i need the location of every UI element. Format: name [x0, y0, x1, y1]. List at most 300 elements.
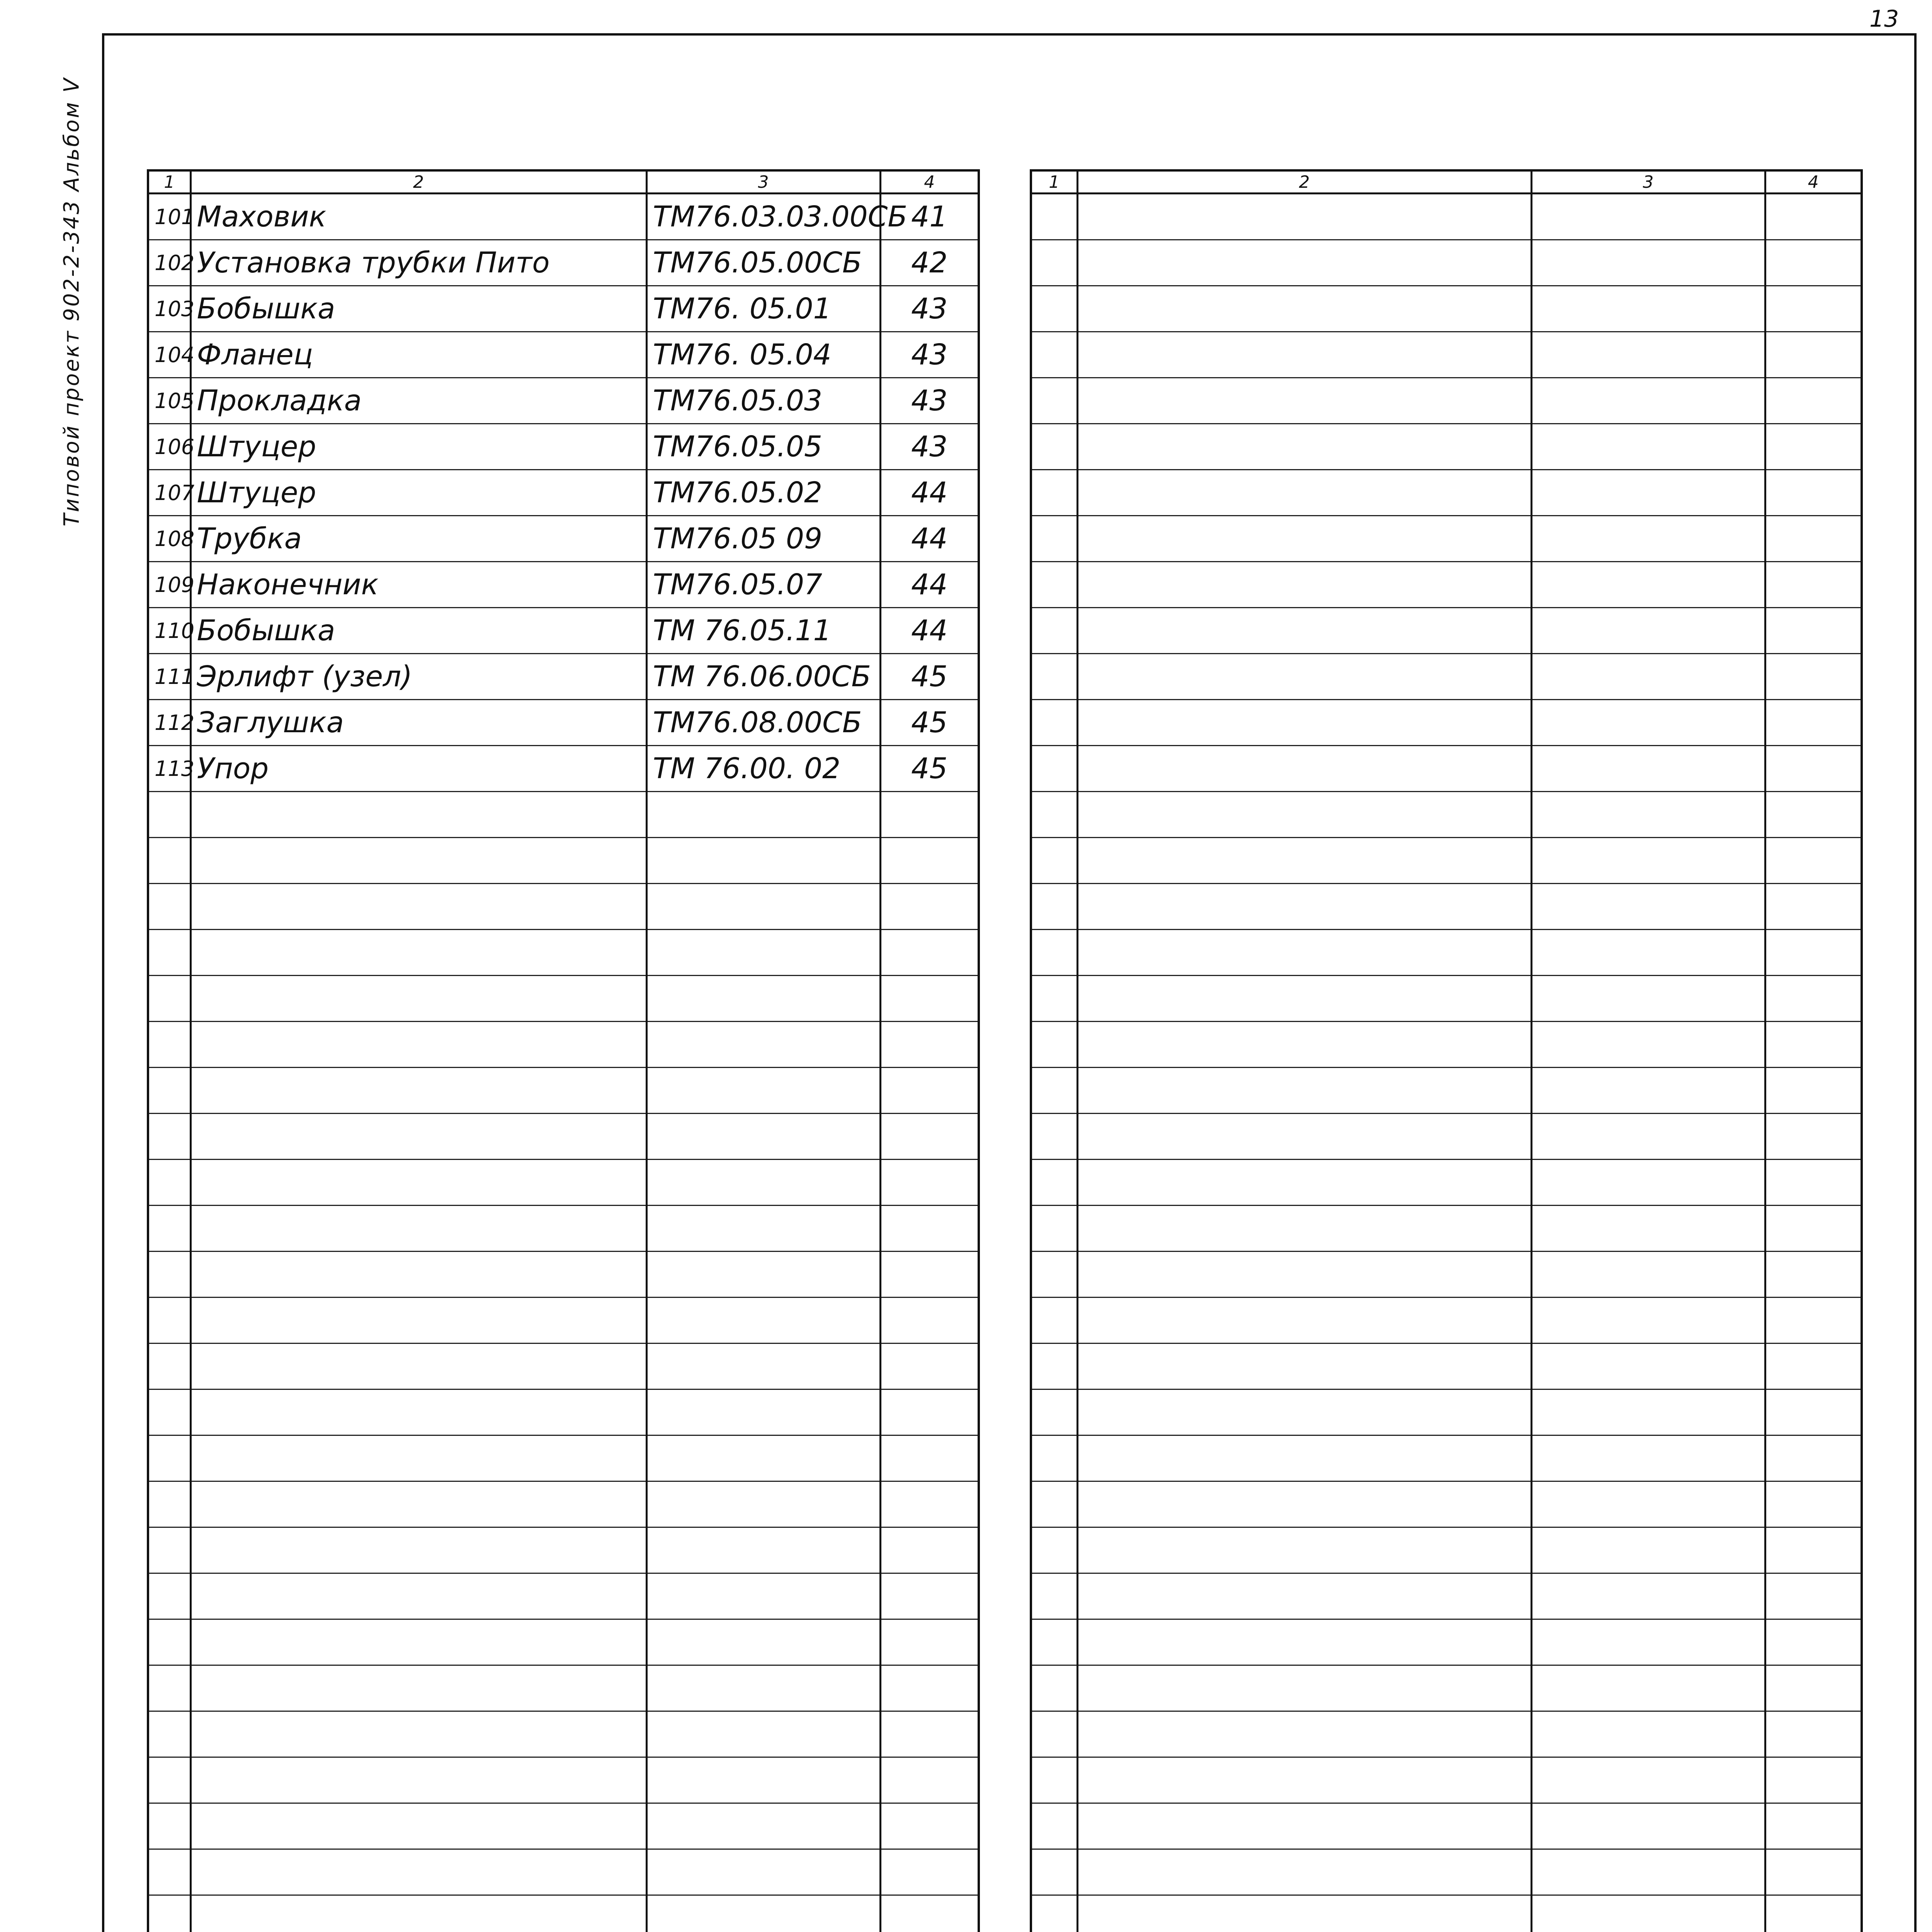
- cell-page: 44: [880, 470, 979, 516]
- cell-name: Установка трубки Пито: [190, 240, 646, 286]
- cell-name: Эрлифт (узел): [190, 654, 646, 700]
- cell-designation: [1531, 1803, 1765, 1849]
- empty-row: [1031, 1298, 1862, 1344]
- cell-page: [1765, 1665, 1862, 1711]
- cell-name: [190, 1757, 646, 1803]
- cell-num: 101: [148, 194, 190, 240]
- cell-page: [880, 1665, 979, 1711]
- cell-name: [1077, 286, 1531, 332]
- cell-name: [1077, 1435, 1531, 1481]
- cell-name: [1077, 930, 1531, 976]
- cell-num: [148, 1527, 190, 1573]
- cell-num: [148, 1619, 190, 1665]
- empty-row: [1031, 1068, 1862, 1114]
- col-header-2: 2: [1077, 170, 1531, 194]
- cell-name: [1077, 700, 1531, 746]
- cell-designation: [646, 1711, 880, 1757]
- cell-name: [190, 1344, 646, 1389]
- cell-name: Прокладка: [190, 378, 646, 424]
- cell-name: [1077, 516, 1531, 562]
- cell-num: [148, 1481, 190, 1527]
- cell-designation: [1531, 1252, 1765, 1298]
- cell-designation: [1531, 516, 1765, 562]
- cell-page: [1765, 976, 1862, 1022]
- cell-name: [1077, 194, 1531, 240]
- empty-row: [1031, 976, 1862, 1022]
- cell-name: [1077, 1527, 1531, 1573]
- empty-row: [1031, 240, 1862, 286]
- empty-row: [1031, 1022, 1862, 1068]
- cell-num: 112: [148, 700, 190, 746]
- cell-page: [1765, 1849, 1862, 1895]
- cell-name: [190, 792, 646, 838]
- cell-designation: [1531, 1481, 1765, 1527]
- cell-num: [148, 1849, 190, 1895]
- cell-name: [190, 976, 646, 1022]
- col-header-2: 2: [190, 170, 646, 194]
- cell-page: [880, 1757, 979, 1803]
- cell-page: [1765, 1298, 1862, 1344]
- cell-name: [190, 1895, 646, 1932]
- cell-num: [1031, 884, 1077, 930]
- empty-row: [1031, 1895, 1862, 1932]
- cell-designation: [646, 1344, 880, 1389]
- cell-name: [1077, 1022, 1531, 1068]
- empty-row: [1031, 1389, 1862, 1435]
- cell-num: 113: [148, 746, 190, 792]
- cell-num: 111: [148, 654, 190, 700]
- cell-page: [1765, 286, 1862, 332]
- cell-page: [1765, 240, 1862, 286]
- cell-name: [190, 1711, 646, 1757]
- cell-name: [1077, 378, 1531, 424]
- cell-page: [880, 1252, 979, 1298]
- cell-page: 44: [880, 516, 979, 562]
- cell-page: [880, 1803, 979, 1849]
- cell-designation: [1531, 240, 1765, 286]
- cell-designation: ТМ76. 05.04: [646, 332, 880, 378]
- cell-designation: ТМ 76.00. 02: [646, 746, 880, 792]
- cell-designation: [646, 884, 880, 930]
- cell-designation: [646, 1435, 880, 1481]
- cell-page: [880, 1849, 979, 1895]
- cell-num: [148, 884, 190, 930]
- cell-name: [190, 1022, 646, 1068]
- cell-name: [190, 1068, 646, 1114]
- cell-num: [1031, 1481, 1077, 1527]
- empty-row: [1031, 884, 1862, 930]
- cell-name: [190, 1435, 646, 1481]
- empty-row: [1031, 1344, 1862, 1389]
- cell-name: [1077, 1895, 1531, 1932]
- cell-name: [1077, 1849, 1531, 1895]
- cell-designation: [646, 1389, 880, 1435]
- cell-designation: [1531, 194, 1765, 240]
- table-row: [148, 378, 979, 424]
- cell-num: [1031, 1389, 1077, 1435]
- cell-name: [190, 1803, 646, 1849]
- empty-row: [1031, 194, 1862, 240]
- empty-row: [148, 1757, 979, 1803]
- cell-designation: [646, 930, 880, 976]
- empty-row: [1031, 516, 1862, 562]
- cell-page: [1765, 1160, 1862, 1206]
- cell-num: 110: [148, 608, 190, 654]
- cell-name: [1077, 332, 1531, 378]
- cell-page: [880, 1068, 979, 1114]
- cell-num: [1031, 1527, 1077, 1573]
- cell-designation: ТМ76.05.05: [646, 424, 880, 470]
- cell-page: [1765, 378, 1862, 424]
- cell-name: [190, 1114, 646, 1160]
- cell-num: [1031, 1849, 1077, 1895]
- cell-page: [1765, 562, 1862, 608]
- cell-page: [1765, 1757, 1862, 1803]
- cell-designation: [646, 1849, 880, 1895]
- cell-num: [1031, 424, 1077, 470]
- col-header-4: 4: [880, 170, 979, 194]
- cell-name: [1077, 884, 1531, 930]
- cell-page: [1765, 1206, 1862, 1252]
- empty-row: [148, 930, 979, 976]
- empty-row: [148, 792, 979, 838]
- cell-designation: [1531, 884, 1765, 930]
- cell-designation: [1531, 1022, 1765, 1068]
- cell-designation: [1531, 1160, 1765, 1206]
- empty-row: [1031, 1803, 1862, 1849]
- empty-row: [1031, 1757, 1862, 1803]
- cell-name: [1077, 1757, 1531, 1803]
- cell-page: [1765, 1114, 1862, 1160]
- empty-row: [148, 1895, 979, 1932]
- cell-num: [1031, 1252, 1077, 1298]
- empty-row: [148, 1435, 979, 1481]
- cell-page: [1765, 194, 1862, 240]
- cell-num: [1031, 792, 1077, 838]
- cell-name: Наконечник: [190, 562, 646, 608]
- table-row: [148, 562, 979, 608]
- cell-name: [1077, 838, 1531, 884]
- cell-name: Фланец: [190, 332, 646, 378]
- empty-row: [148, 1803, 979, 1849]
- cell-num: [148, 1344, 190, 1389]
- cell-designation: [646, 1573, 880, 1619]
- table-row: [148, 746, 979, 792]
- cell-name: [1077, 1573, 1531, 1619]
- empty-row: [1031, 332, 1862, 378]
- cell-num: [1031, 1206, 1077, 1252]
- cell-designation: [646, 1022, 880, 1068]
- cell-designation: [1531, 1757, 1765, 1803]
- empty-row: [1031, 654, 1862, 700]
- cell-num: 102: [148, 240, 190, 286]
- cell-name: [190, 1665, 646, 1711]
- cell-name: [190, 838, 646, 884]
- cell-designation: [646, 1619, 880, 1665]
- cell-designation: [1531, 470, 1765, 516]
- cell-page: 43: [880, 378, 979, 424]
- cell-name: [1077, 654, 1531, 700]
- cell-page: [1765, 424, 1862, 470]
- cell-designation: [646, 1068, 880, 1114]
- table-row: [148, 332, 979, 378]
- cell-page: [1765, 838, 1862, 884]
- cell-page: 45: [880, 700, 979, 746]
- cell-num: [1031, 746, 1077, 792]
- cell-name: Упор: [190, 746, 646, 792]
- col-header-4: 4: [1765, 170, 1862, 194]
- cell-page: [1765, 1389, 1862, 1435]
- cell-page: [880, 1711, 979, 1757]
- cell-num: 103: [148, 286, 190, 332]
- cell-num: [1031, 194, 1077, 240]
- cell-num: [148, 1022, 190, 1068]
- empty-row: [1031, 700, 1862, 746]
- table-row: [148, 700, 979, 746]
- side-title-text: Типовой проект 902-2-343 Альбом V: [59, 77, 84, 526]
- cell-page: [1765, 470, 1862, 516]
- cell-name: [1077, 1114, 1531, 1160]
- empty-row: [148, 1389, 979, 1435]
- cell-designation: [1531, 654, 1765, 700]
- cell-designation: [646, 1206, 880, 1252]
- cell-num: [1031, 1711, 1077, 1757]
- col-header-1: 1: [148, 170, 190, 194]
- cell-designation: [1531, 286, 1765, 332]
- empty-row: [148, 1711, 979, 1757]
- right-spec-table: [1030, 169, 1863, 1932]
- empty-row: [1031, 470, 1862, 516]
- empty-row: [1031, 746, 1862, 792]
- cell-designation: ТМ76.05.07: [646, 562, 880, 608]
- cell-num: [1031, 1895, 1077, 1932]
- cell-num: [1031, 608, 1077, 654]
- cell-num: [148, 1298, 190, 1344]
- cell-page: 45: [880, 654, 979, 700]
- cell-name: [190, 1252, 646, 1298]
- cell-page: [1765, 792, 1862, 838]
- cell-designation: [1531, 792, 1765, 838]
- cell-num: [1031, 1757, 1077, 1803]
- cell-num: [1031, 1573, 1077, 1619]
- cell-designation: [1531, 1711, 1765, 1757]
- cell-num: [1031, 332, 1077, 378]
- cell-designation: [1531, 424, 1765, 470]
- cell-num: [1031, 1665, 1077, 1711]
- cell-name: [1077, 1711, 1531, 1757]
- cell-page: [880, 1389, 979, 1435]
- cell-page: [880, 1435, 979, 1481]
- empty-row: [1031, 792, 1862, 838]
- cell-num: [1031, 838, 1077, 884]
- empty-row: [148, 1849, 979, 1895]
- cell-name: [1077, 1481, 1531, 1527]
- cell-num: [148, 792, 190, 838]
- cell-name: [1077, 976, 1531, 1022]
- cell-num: [1031, 1298, 1077, 1344]
- empty-row: [1031, 1527, 1862, 1573]
- cell-designation: [1531, 562, 1765, 608]
- cell-num: [1031, 1160, 1077, 1206]
- empty-row: [148, 1160, 979, 1206]
- cell-num: [1031, 930, 1077, 976]
- cell-designation: ТМ76.05.02: [646, 470, 880, 516]
- empty-row: [148, 1665, 979, 1711]
- col-header-1: 1: [1031, 170, 1077, 194]
- cell-name: [1077, 240, 1531, 286]
- cell-name: [1077, 1619, 1531, 1665]
- cell-designation: [646, 1895, 880, 1932]
- cell-num: [1031, 1344, 1077, 1389]
- table-row: [148, 470, 979, 516]
- cell-name: [190, 1389, 646, 1435]
- page-number: 13: [1869, 5, 1899, 32]
- cell-designation: ТМ76.05.03: [646, 378, 880, 424]
- cell-name: [1077, 1389, 1531, 1435]
- cell-name: Штуцер: [190, 424, 646, 470]
- cell-page: [880, 1298, 979, 1344]
- cell-num: [1031, 654, 1077, 700]
- cell-page: [880, 1895, 979, 1932]
- cell-page: [1765, 1573, 1862, 1619]
- cell-designation: [646, 1665, 880, 1711]
- empty-row: [148, 1022, 979, 1068]
- cell-num: [1031, 562, 1077, 608]
- cell-designation: [1531, 1573, 1765, 1619]
- cell-num: 108: [148, 516, 190, 562]
- header-row: [148, 170, 979, 194]
- cell-name: [1077, 562, 1531, 608]
- cell-name: [190, 1298, 646, 1344]
- empty-row: [148, 1619, 979, 1665]
- empty-row: [148, 884, 979, 930]
- table-row: [148, 286, 979, 332]
- cell-name: [190, 1206, 646, 1252]
- cell-name: [190, 930, 646, 976]
- cell-name: [1077, 470, 1531, 516]
- cell-num: [1031, 1068, 1077, 1114]
- cell-page: [880, 838, 979, 884]
- cell-name: [190, 884, 646, 930]
- empty-row: [1031, 608, 1862, 654]
- empty-row: [148, 1344, 979, 1389]
- cell-designation: [1531, 930, 1765, 976]
- cell-num: [148, 1757, 190, 1803]
- cell-designation: [1531, 1298, 1765, 1344]
- cell-num: 106: [148, 424, 190, 470]
- cell-designation: [646, 838, 880, 884]
- empty-row: [1031, 424, 1862, 470]
- table-row: [148, 424, 979, 470]
- cell-page: [880, 884, 979, 930]
- cell-num: [148, 838, 190, 884]
- cell-designation: [1531, 378, 1765, 424]
- cell-num: [1031, 976, 1077, 1022]
- empty-row: [1031, 378, 1862, 424]
- col-header-3: 3: [1531, 170, 1765, 194]
- cell-name: [1077, 1252, 1531, 1298]
- empty-row: [1031, 1435, 1862, 1481]
- cell-name: [1077, 1206, 1531, 1252]
- empty-row: [148, 1573, 979, 1619]
- table-row: [148, 608, 979, 654]
- cell-designation: ТМ 76.05.11: [646, 608, 880, 654]
- empty-row: [148, 1206, 979, 1252]
- cell-num: [148, 930, 190, 976]
- cell-name: [1077, 1665, 1531, 1711]
- cell-designation: ТМ76.03.03.00СБ: [646, 194, 880, 240]
- header-row: [1031, 170, 1862, 194]
- cell-page: [1765, 1527, 1862, 1573]
- cell-designation: [646, 1252, 880, 1298]
- cell-num: [1031, 286, 1077, 332]
- cell-designation: [1531, 1206, 1765, 1252]
- empty-row: [148, 976, 979, 1022]
- cell-designation: [646, 792, 880, 838]
- cell-designation: [1531, 1619, 1765, 1665]
- cell-num: [1031, 1435, 1077, 1481]
- empty-row: [1031, 1114, 1862, 1160]
- cell-designation: [1531, 838, 1765, 884]
- empty-row: [148, 838, 979, 884]
- cell-num: [148, 1435, 190, 1481]
- empty-row: [1031, 1619, 1862, 1665]
- cell-name: [1077, 1803, 1531, 1849]
- cell-name: [1077, 1298, 1531, 1344]
- cell-num: [1031, 378, 1077, 424]
- cell-num: 109: [148, 562, 190, 608]
- cell-name: [190, 1573, 646, 1619]
- empty-row: [148, 1527, 979, 1573]
- cell-page: [1765, 884, 1862, 930]
- cell-num: [148, 1803, 190, 1849]
- cell-page: [1765, 746, 1862, 792]
- table-row: [148, 194, 979, 240]
- cell-page: 41: [880, 194, 979, 240]
- cell-num: [148, 1068, 190, 1114]
- cell-page: [880, 976, 979, 1022]
- cell-page: [880, 1160, 979, 1206]
- cell-designation: [646, 1481, 880, 1527]
- cell-designation: [1531, 746, 1765, 792]
- cell-name: [1077, 792, 1531, 838]
- cell-page: 43: [880, 424, 979, 470]
- cell-designation: [1531, 1068, 1765, 1114]
- cell-num: 107: [148, 470, 190, 516]
- cell-num: [148, 1160, 190, 1206]
- cell-page: [880, 1022, 979, 1068]
- left-spec-table: [147, 169, 980, 1932]
- empty-row: [148, 1252, 979, 1298]
- cell-designation: [646, 1160, 880, 1206]
- cell-designation: [646, 1757, 880, 1803]
- cell-name: Штуцер: [190, 470, 646, 516]
- cell-name: [1077, 746, 1531, 792]
- cell-page: [1765, 1481, 1862, 1527]
- table-row: [148, 240, 979, 286]
- cell-page: [1765, 1435, 1862, 1481]
- cell-designation: ТМ 76.06.00СБ: [646, 654, 880, 700]
- empty-row: [1031, 1481, 1862, 1527]
- cell-page: 42: [880, 240, 979, 286]
- cell-name: [1077, 1160, 1531, 1206]
- cell-page: [1765, 608, 1862, 654]
- empty-row: [1031, 1849, 1862, 1895]
- empty-row: [1031, 1206, 1862, 1252]
- empty-row: [148, 1114, 979, 1160]
- cell-page: [1765, 1068, 1862, 1114]
- cell-num: [148, 1206, 190, 1252]
